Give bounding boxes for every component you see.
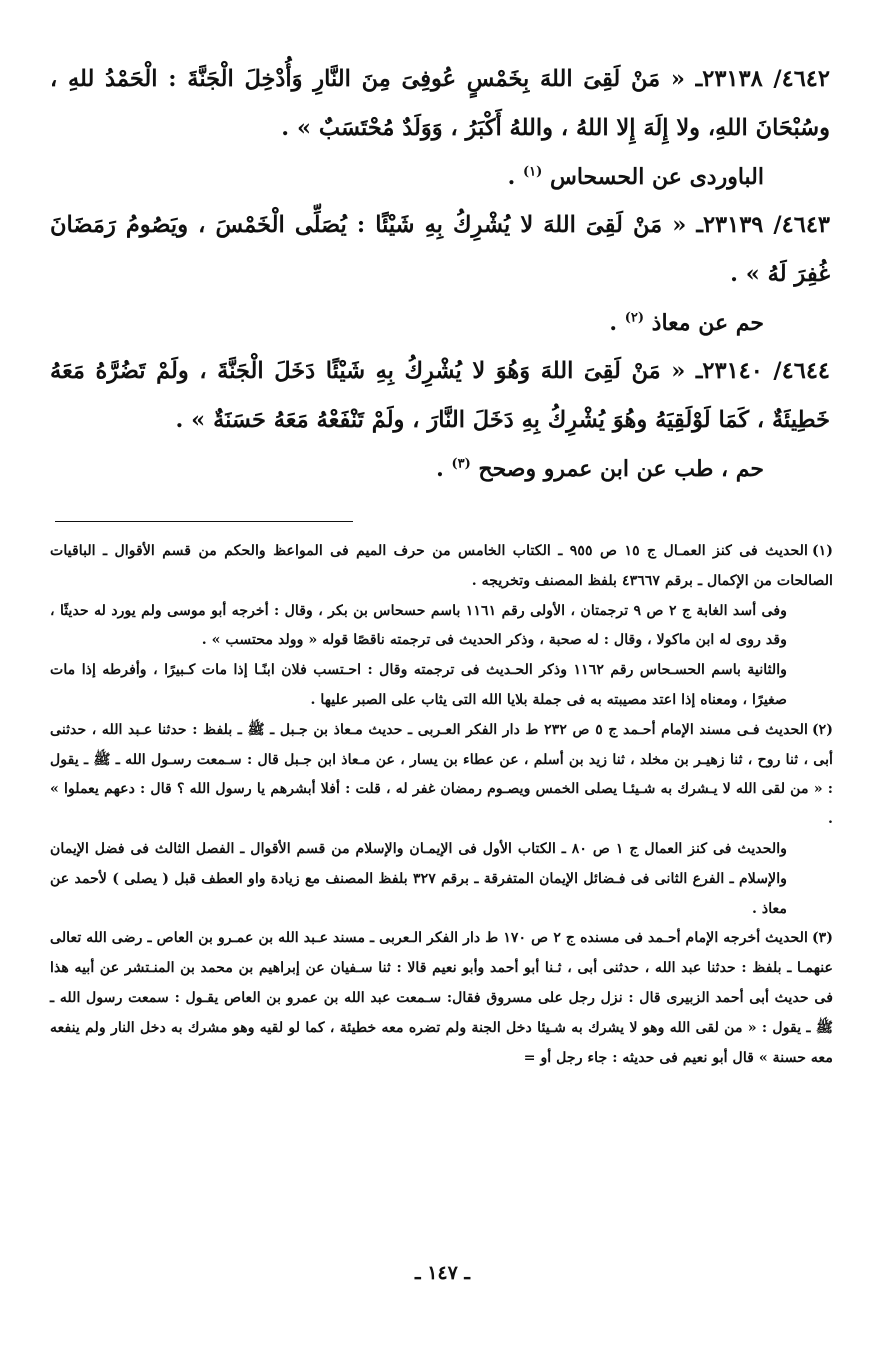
- hadith-4644: ٤٦٤٤/ ٢٣١٤٠ـ « مَنْ لَقِىَ اللهَ وَهُوَ لا يُشْرِكُ بِهِ شَيْئًا دَخَلَ الْجَنَّةَ ، ولَمْ تَضُرَّهُ مَعَهُ خَطِيئَةٌ ، كَمَا لَوْلَقِيَهُ وهُوَ يُشْرِكُ بِهِ دَخَلَ النَّارَ ، ولَمْ تَنْفَعْهُ مَعَهُ حَسَنَةٌ » .: [50, 358, 830, 433]
- hadith-source: حم عن معاذ $^{(٢)}$ .: [609, 310, 764, 336]
- footnote-1: (١)الحديث فى كنز العمـال ج ١٥ ص ٩٥٥ ـ الكتاب الخامس من حرف الميم فى المواعظ والحكم من قسم الأقوال ـ الباقيات الصالحات من الإكمال ـ برقم ٤٣٦٦٧ بلفظ المصنف وتخريجه .: [50, 543, 833, 589]
- footnote-ref: (٢): [624, 310, 644, 326]
- footnote-ref: (١): [523, 164, 543, 180]
- footnote-3: (٣)الحديث أخرجه الإمام أحـمد فى مسنده ج ٢ ص ١٧٠ ط دار الفكر الـعربى ـ مسند عـبد الله بن عمـرو بن العاص ـ رضى الله تعالى عنهمـا ـ بلفظ : حدثنا عبد الله ، حدثنى أبى ، ثـنا أبو أحمد وأبو نعيم قالا : ثنا سـفيان عن إبراهيم بن محمد بن المنـتشر عن أبيه هذا فى حديث أبى أحمد الزبيرى قال : نزل رجل على مسروق فقال: سـمعت عبد الله بن عمرو بن العاص يقـول : سمعت رسول الله ـ ﷺ ـ يقول : « من لقى الله وهو لا يشرك به شـيئا دخل الجنة ولم تضره معه خطيئة ، كما لو لقيه وهو مشرك به دخل النار ولم ينفعه معه حسنة » قال أبو نعيم فى حديثه : جاء رجل أو =: [50, 930, 833, 1066]
- footnote-1-paragraph: وفى أسد الغابة ج ٢ ص ٩ ترجمتان ، الأولى رقم ١١٦١ باسم حسحاس بن بكر ، وقال : أخرجه أبو موسى ولم يورد له حديثًا ، وقد روى له ابن ماكولا ، وقال : له صحبة ، وذكر الحديث فى ترجمته ناقصًا قوله « وولد محتسب » .: [50, 602, 787, 649]
- footnote-2: (٢)الحديث فـى مسند الإمام أحـمد ج ٥ ص ٢٣٢ ط دار الفكر العـربى ـ حديث مـعاذ بن جـبل ـ ﷺ ـ بلفظ : حدثنا عـبد الله ، حدثنى أبى ، ثنا روح ، ثنا زهيـر بن مخلد ، ثنا زيد بن أسلم ، عن عطاء بن يسار ، عن مـعاذ ابن جـبل قال : سـمعت رسـول الله ـ ﷺ ـ يقول : « من لقى الله لا يـشرك به شـيئـا يصلى الخمس ويصـوم رمضان غفر له ، قلت : أفلا أبشرهم يا رسول الله ؟ قال : دعهم يعملوا » .: [50, 721, 833, 828]
- footnote-2-paragraph: والحديث فى كنز العمال ج ١ ص ٨٠ ـ الكتاب الأول فى الإيمـان والإسلام من قسم الأقوال ـ الفصل الثالث فى فضل الإيمان والإسلام ـ الفرع الثانى فى فـضائل الإيمان المتفرقة ـ برقم ٣٢٧ بلفظ المصنف مع زيادة واو العطف قبل ( يصلى ) لأحمد عن معاذ .: [50, 840, 788, 917]
- footnote-ref: (٣): [451, 456, 471, 472]
- footnote-1-paragraph: والثانية باسم الحسـحاس رقم ١١٦٢ وذكر الحـديث فى ترجمته وقال : احـتسب فلان ابنًـا إذا مات كـبيرًا ، وأفرطه إذا مات صغيرًا ، ومعناه إذا اعتد مصيبته به فى جملة بلايا الله التى يثاب على الصبر عليها .: [50, 662, 787, 708]
- main-text: [50, 55, 830, 493]
- hadith-4642: ٤٦٤٢/ ٢٣١٣٨ـ « مَنْ لَقِىَ اللهَ بِخَمْسٍ عُوفِىَ مِنَ النَّارِ وَأُدْخِلَ الْجَنَّةَ : الْحَمْدُ للهِ ، وسُبْحَانَ اللهِ، ولا إِلَهَ إِلا اللهُ ، واللهُ أَكْبَرُ ، وَوَلَدٌ مُحْتَسَبٌ » .: [50, 66, 830, 141]
- page-number: ـ ١٤٧ ـ: [415, 1262, 470, 1284]
- hadith-source: الباوردى عن الحسحاس $^{(١)}$ .: [507, 164, 764, 190]
- hadith-source: حم ، طب عن ابن عمرو وصحح $^{(٣)}$ .: [436, 456, 764, 482]
- footnotes: [50, 537, 833, 1073]
- footnote-separator: [55, 521, 353, 522]
- hadith-4643: ٤٦٤٣/ ٢٣١٣٩ـ « مَنْ لَقِىَ اللهَ لا يُشْرِكُ بِهِ شَيْئًا : يُصَلِّى الْخَمْسَ ، ويَصُومُ رَمَضَانَ غُفِرَ لَهُ » .: [50, 212, 830, 287]
